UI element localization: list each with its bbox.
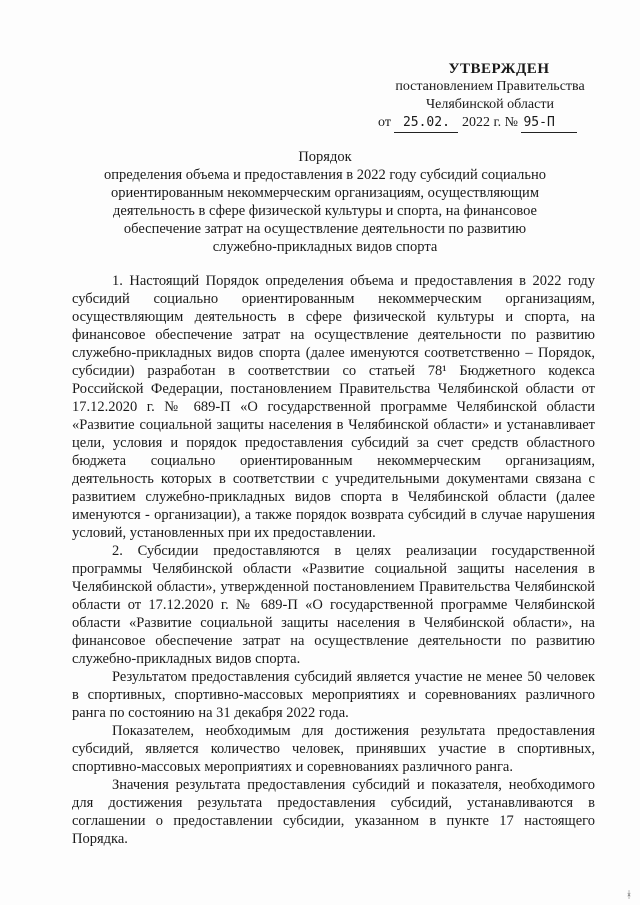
handwritten-date: 25.02. [394,114,458,133]
title-line-1: Порядок [298,149,352,165]
title-line-2: определения объема и предоставления в 2022 году субсидий социально [103,167,547,183]
year-text: 2022 г. № [461,115,518,130]
approval-line-1: постановлением Правительства [395,79,585,94]
paragraph-3: Результатом предоставления субсидий является участие не менее 50 человек в спортивных, спортивно-массовых мероприятиях и соревнованиях различного ранга по состоянию на 31 декабря 2022 года. [72,669,595,721]
title-line-4: деятельность в сфере физической культуры и спорта, на финансовое [113,203,537,219]
handwritten-number: 95-П [521,114,577,133]
title-line-3: ориентированным некоммерческим организациям, осуществляющим [110,185,539,201]
approval-heading: УТВЕРЖДЕН [448,61,550,77]
title-line-5: обеспечение затрат на осуществление деятельности по развитию [123,221,527,237]
approval-line-2: Челябинской области [426,97,554,112]
paragraph-2: 2. Субсидии предоставляются в целях реализации государственной программы Челябинской области «Развитие социальной защиты населения в Челябинской области», утвержденной постановлением Правительства Челябинской области от 17.12.2020 г. № 689-П «О государственной программе Челябинской области «Развитие социальной защиты населения в Челябинской области», на финансовое обеспечение затрат на осуществление деятельности по развитию служебно-прикладных видов спорта. [72,543,595,667]
paragraph-5: Значения результата предоставления субсидий и показателя, необходимого для достижения результата предоставления субсидий, устанавливаются в соглашении о предоставлении субсидии, указанном в пункте 17 настоящего Порядка. [72,777,595,847]
document-title [90,148,560,256]
paragraph-4: Показателем, необходимым для достижения результата предоставления субсидий, является количество человек, принявших участие в спортивных, спортивно-массовых мероприятиях и соревнованиях различного ранга. [72,723,595,775]
corner-mark: ᚼ [626,890,632,901]
paragraph-1: 1. Настоящий Порядок определения объема и предоставления в 2022 году субсидий социально ориентированным некоммерческим организациям, осуществляющим деятельность в сфере физической культуры и спорта, на финансовое обеспечение затрат на осуществление деятельности по развитию служебно-прикладных видов спорта (далее именуются соответственно – Порядок, субсидии) разработан в соответствии со статьей 78¹ Бюджетного кодекса Российской Федерации, постановлением Правительства Челябинской области от 17.12.2020 г. № 689-П «О государственной программе Челябинской области «Развитие социальной защиты населения в Челябинской области» и устанавливает цели, условия и порядок предоставления субсидий за счет средств областного бюджета социально ориентированным некоммерческим организациям, деятельность которых в соответствии с учредительными документами связана с развитием служебно-прикладных видов спорта в Челябинской области (далее именуются - организации), а также порядок возврата субсидий в случае нарушения условий, установленных при их предоставлении. [72,273,595,541]
document-body [72,272,595,848]
date-prefix: от [378,115,391,130]
title-line-6: служебно-прикладных видов спорта [212,239,438,255]
approval-date-line [370,114,610,133]
approval-stamp-block [370,60,610,133]
